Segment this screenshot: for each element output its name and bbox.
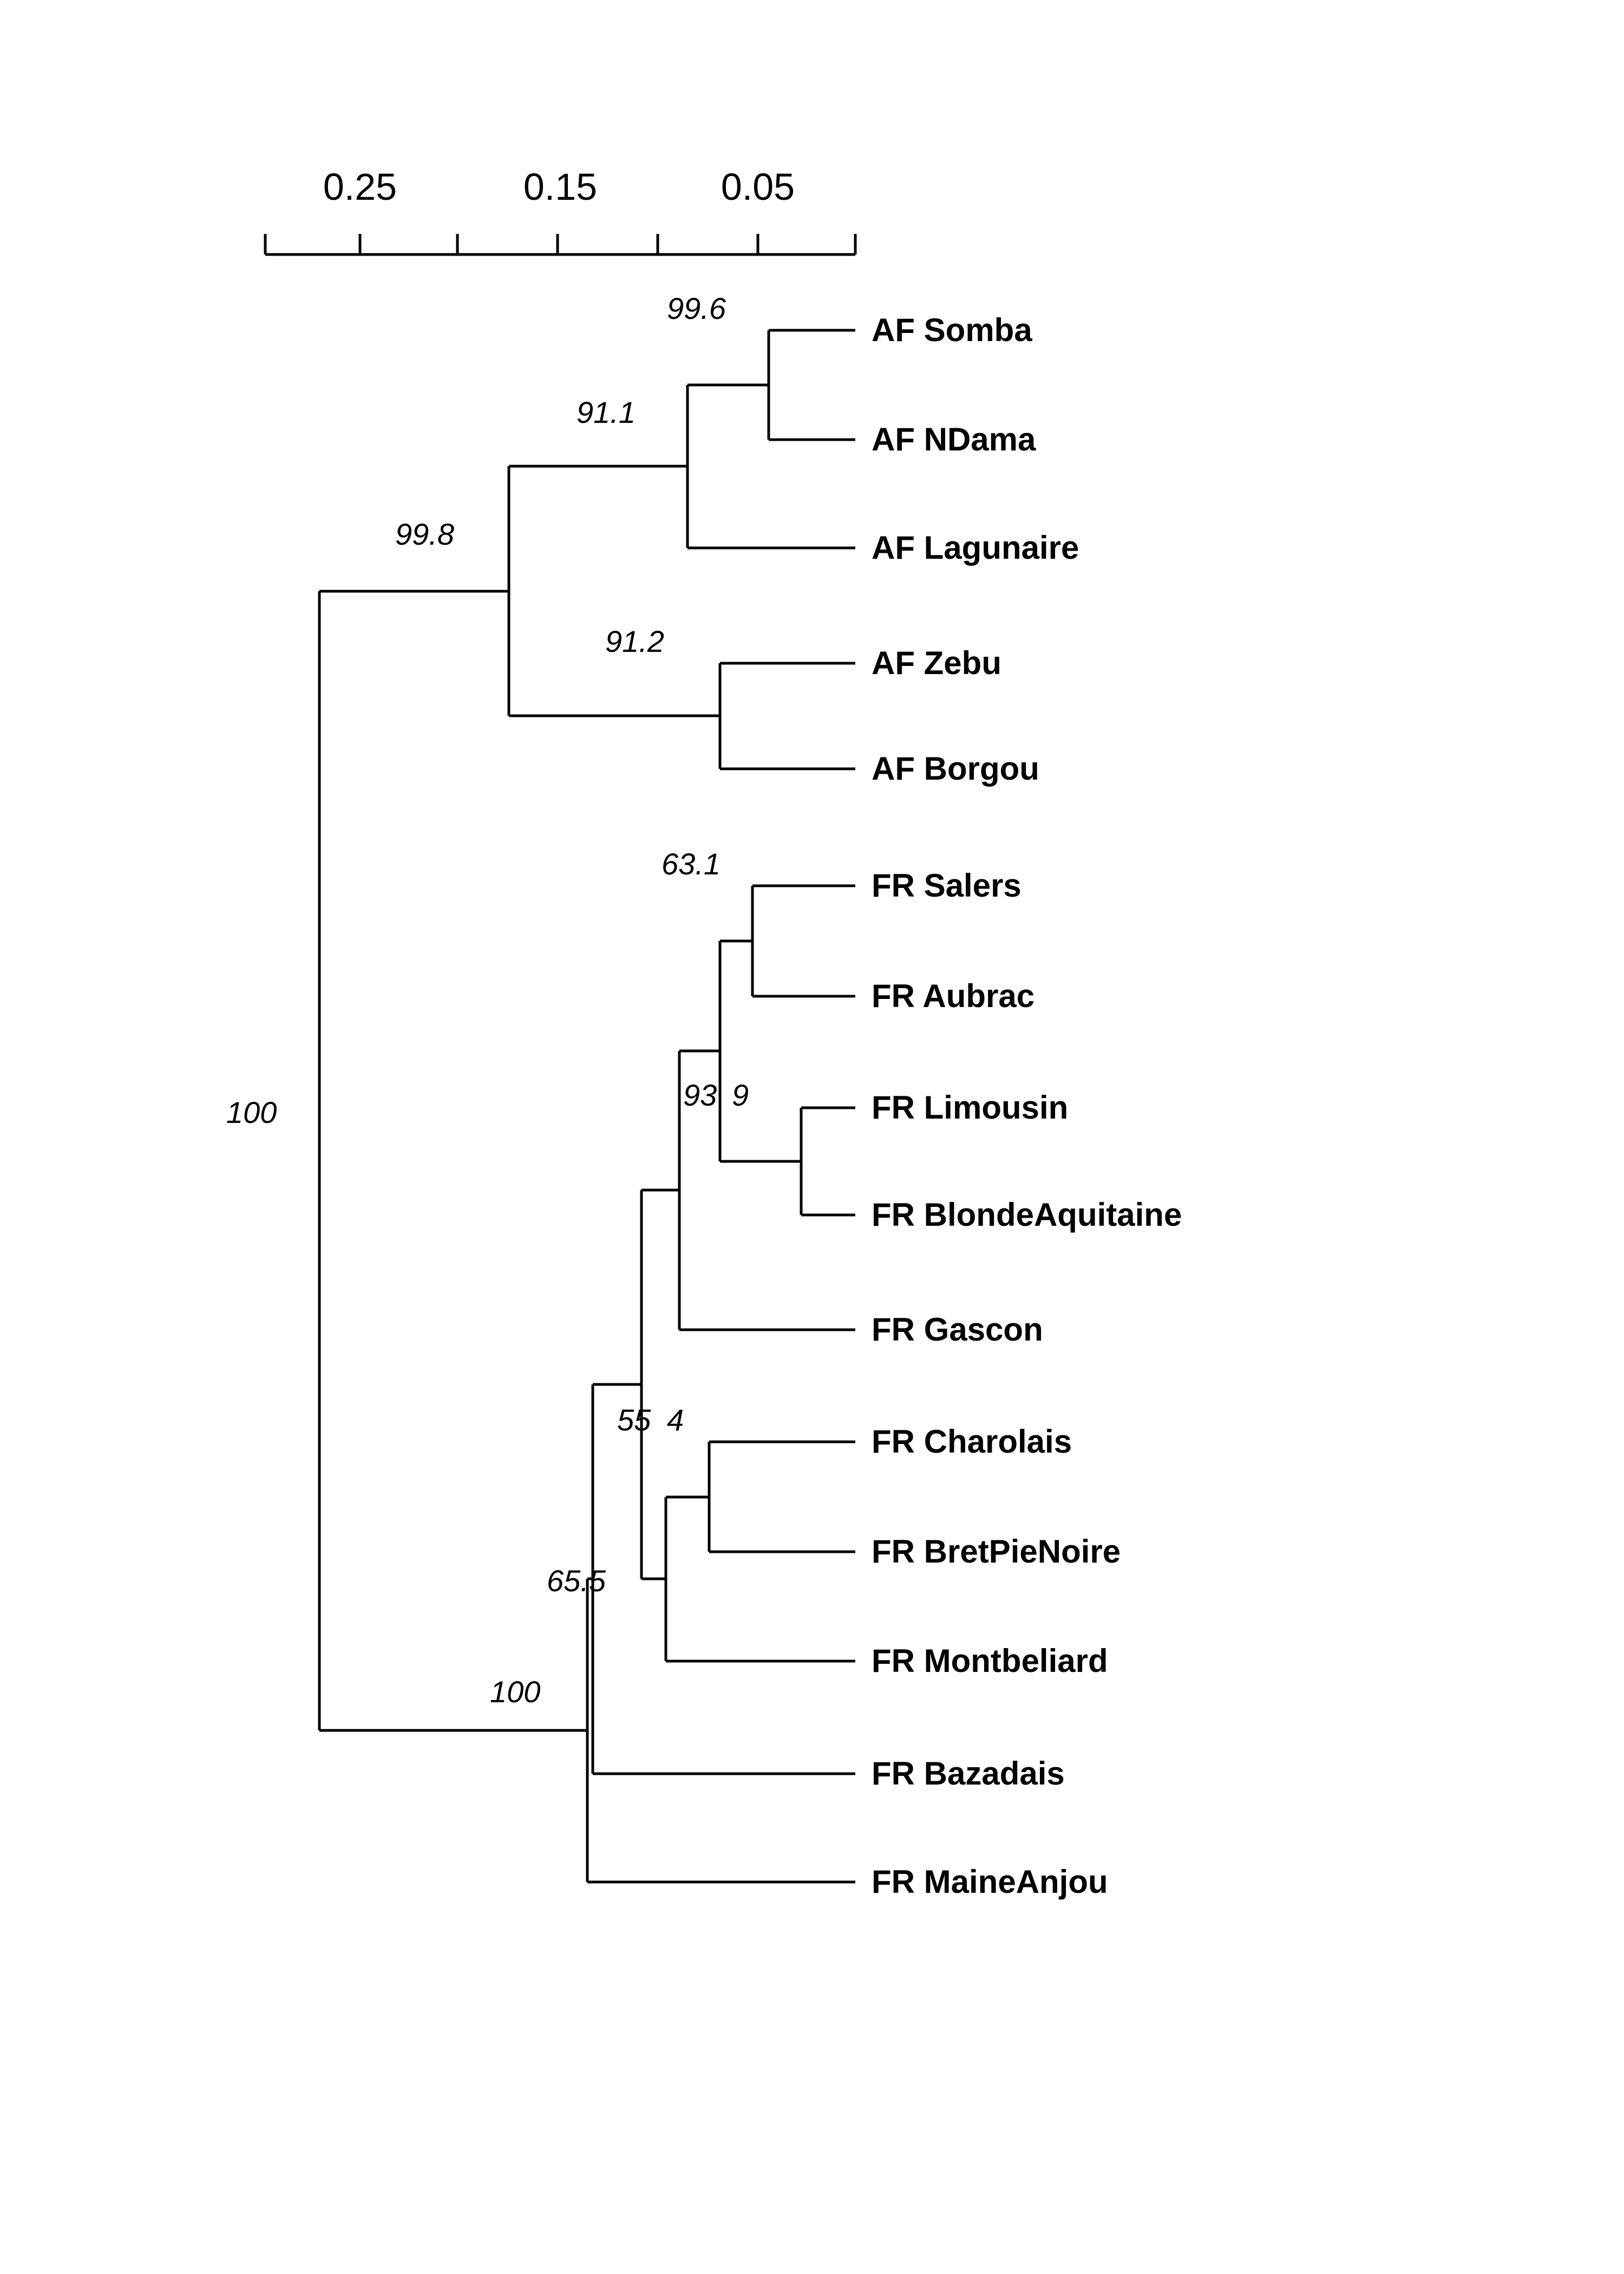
support-value-support-91-2: 91.2 [605, 624, 664, 658]
tip-label-af-zebu: AF Zebu [872, 645, 1001, 681]
support-value-support-55-4-right: 4 [667, 1403, 684, 1437]
tip-label-af-lagunaire: AF Lagunaire [872, 530, 1079, 566]
tip-label-fr-bretpienoire: FR BretPieNoire [872, 1533, 1121, 1570]
support-value-support-100-root-lower: 100 [490, 1675, 541, 1709]
tip-label-fr-limousin: FR Limousin [872, 1089, 1069, 1126]
tip-label-af-borgou: AF Borgou [872, 750, 1039, 787]
tip-label-af-ndama: AF NDama [872, 421, 1036, 458]
tip-label-fr-maineanjou: FR MaineAnjou [872, 1864, 1108, 1900]
tip-label-fr-blondeaquitaine: FR BlondeAquitaine [872, 1197, 1182, 1233]
tip-label-fr-aubrac: FR Aubrac [872, 978, 1035, 1014]
support-value-support-63-1: 63.1 [662, 847, 721, 881]
tip-label-af-somba: AF Somba [872, 312, 1032, 348]
support-value-support-93-9-left: 93 [683, 1078, 717, 1112]
axis-tick-label-1: 0.15 [523, 166, 598, 208]
support-value-support-91-1: 91.1 [577, 395, 636, 429]
support-value-support-55-4-left: 55 [617, 1403, 651, 1437]
support-value-support-93-9-right: 9 [732, 1078, 749, 1112]
support-value-support-100-root: 100 [226, 1095, 277, 1129]
tip-label-fr-salers: FR Salers [872, 867, 1021, 904]
axis-tick-label-2: 0.05 [721, 166, 795, 208]
support-value-support-99-8: 99.8 [395, 517, 454, 551]
tip-label-fr-montbeliard: FR Montbeliard [872, 1643, 1108, 1679]
tip-label-fr-charolais: FR Charolais [872, 1423, 1072, 1460]
support-value-support-65-5: 65.5 [547, 1564, 606, 1598]
tip-label-fr-gascon: FR Gascon [872, 1311, 1043, 1348]
support-value-support-99-6: 99.6 [667, 291, 726, 325]
scale-axis [265, 234, 855, 254]
axis-tick-label-0: 0.25 [323, 166, 397, 208]
tip-label-fr-bazadais: FR Bazadais [872, 1755, 1065, 1792]
tree-branches [319, 330, 855, 1882]
